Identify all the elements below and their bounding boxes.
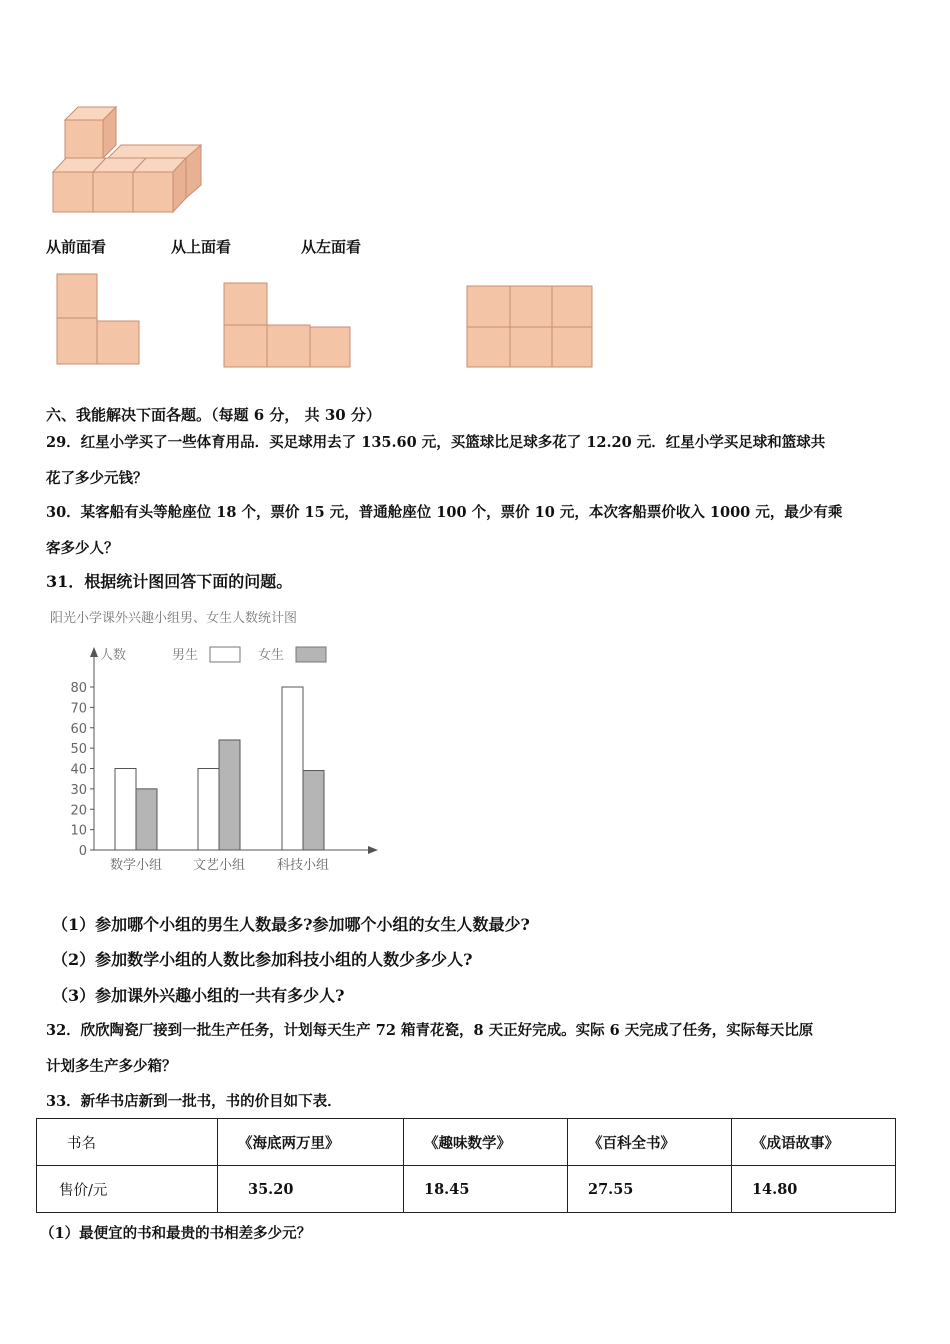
y-axis-label: 人数 <box>100 648 127 663</box>
bar-girls-0 <box>136 789 157 850</box>
top-view-figure <box>222 282 354 370</box>
table-cell: 35.20 <box>218 1166 404 1213</box>
bar-boys-2 <box>282 687 303 850</box>
q29-line2: 花了多少元钱？ <box>46 470 148 487</box>
cube-solid-figure <box>48 100 208 218</box>
table-cell: 27.55 <box>567 1166 731 1213</box>
left-view-figure <box>466 285 596 369</box>
x-category-label: 数学小组 <box>109 858 163 873</box>
y-tick-label: 40 <box>70 762 87 778</box>
price-table <box>36 1118 896 1213</box>
section-six-heading: 六、我能解决下面各题。（每题 6 分， 共 30 分） <box>46 406 381 424</box>
y-tick-label: 60 <box>70 721 87 737</box>
table-cell: 《海底两万里》 <box>218 1119 404 1166</box>
q31-sub2: （2）参加数学小组的人数比参加科技小组的人数少多少人? <box>52 950 473 969</box>
y-tick-label: 10 <box>70 823 87 839</box>
q30-line2: 客多少人？ <box>46 540 119 557</box>
x-category-label: 科技小组 <box>276 858 330 873</box>
legend-girls-swatch <box>296 647 326 662</box>
bar-girls-2 <box>303 771 324 850</box>
q31-title: 31．根据统计图回答下面的问题。 <box>46 572 293 591</box>
table-cell: 书名 <box>37 1119 218 1166</box>
q31-sub1: （1）参加哪个小组的男生人数最多?参加哪个小组的女生人数最少? <box>52 915 530 934</box>
y-tick-label: 50 <box>70 742 87 758</box>
table-row <box>37 1166 896 1213</box>
q32-line1: 32．欣欣陶瓷厂接到一批生产任务，计划每天生产 72 箱青花瓷，8 天正好完成。实际 6 天完成了任务，实际每天比原 <box>46 1022 814 1039</box>
table-cell: 《百科全书》 <box>567 1119 731 1166</box>
front-view-label: 从前面看 <box>46 238 107 256</box>
table-cell: 《成语故事》 <box>731 1119 895 1166</box>
q33-title: 33．新华书店新到一批书，书的价目如下表． <box>46 1093 342 1110</box>
legend-girls-label: 女生 <box>258 648 285 663</box>
y-tick-label: 80 <box>70 681 87 696</box>
chart-plot <box>48 605 378 885</box>
top-view-label: 从上面看 <box>171 238 232 256</box>
legend-boys-label: 男生 <box>172 648 199 663</box>
legend-boys-swatch <box>210 647 240 662</box>
q29-line1: 29．红星小学买了一些体育用品．买足球用去了 135.60 元，买篮球比足球多花了 12.20 元．红星小学买足球和篮球共 <box>46 434 826 451</box>
y-tick-label: 20 <box>70 803 87 819</box>
left-view-label: 从左面看 <box>301 238 362 256</box>
y-tick-label: 70 <box>70 701 87 717</box>
q33-sub1: （1）最便宜的书和最贵的书相差多少元？ <box>40 1225 312 1242</box>
bar-boys-0 <box>115 769 136 851</box>
y-tick-label: 0 <box>78 844 87 859</box>
bar-girls-1 <box>219 740 240 850</box>
table-row <box>37 1119 896 1166</box>
x-axis-arrow <box>368 846 378 854</box>
table-cell: 售价/元 <box>37 1166 218 1213</box>
y-tick-label: 30 <box>70 782 87 798</box>
table-cell: 14.80 <box>731 1166 895 1213</box>
table-cell: 18.45 <box>404 1166 568 1213</box>
chart-title: 阳光小学课外兴趣小组男、女生人数统计图 <box>50 611 298 626</box>
q32-line2: 计划多生产多少箱？ <box>46 1058 177 1075</box>
front-view-figure <box>55 272 145 368</box>
x-category-label: 文艺小组 <box>192 858 246 873</box>
y-axis-arrow <box>90 647 98 657</box>
table-cell: 《趣味数学》 <box>404 1119 568 1166</box>
q31-sub3: （3）参加课外兴趣小组的一共有多少人? <box>52 986 345 1005</box>
bar-chart <box>48 605 378 885</box>
q30-line1: 30．某客船有头等舱座位 18 个，票价 15 元，普通舱座位 100 个，票价 10 元，本次客船票价收入 1000 元，最少有乘 <box>46 504 843 521</box>
bar-boys-1 <box>198 769 219 851</box>
